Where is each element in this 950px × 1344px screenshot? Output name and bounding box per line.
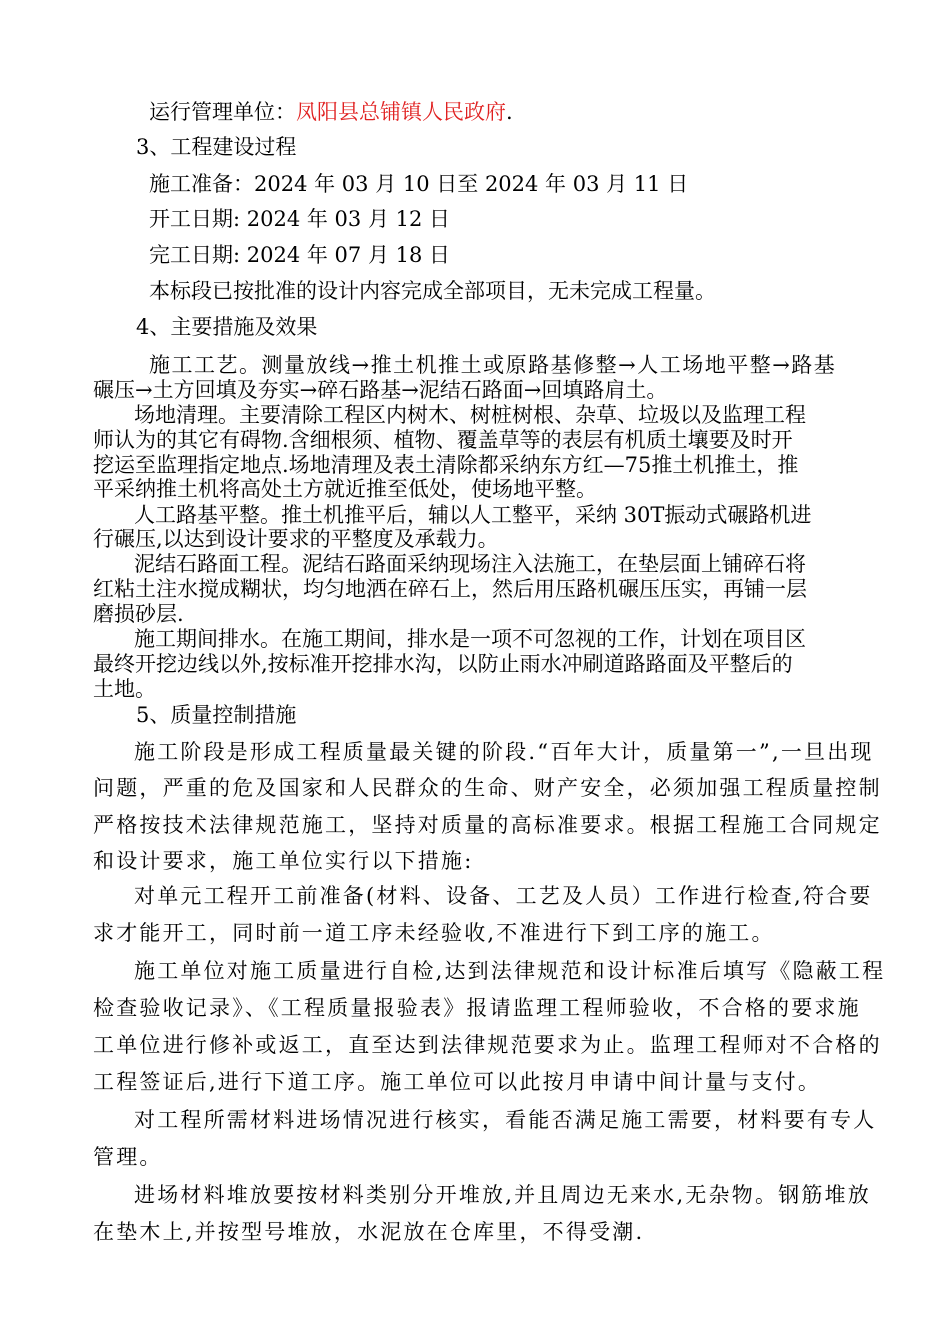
paragraph-line: 对工程所需材料进场情况进行核实，看能否满足施工需要，材料要有专人	[134, 1108, 877, 1132]
paragraph-line: 施工期间排水。在施工期间，排水是一项不可忽视的工作，计划在项目区	[134, 627, 806, 651]
paragraph-line: 施工单位对施工质量进行自检,达到法律规范和设计标准后填写《隐蔽工程	[134, 959, 886, 983]
completion-note: 本标段已按批准的设计内容完成全部项目，无未完成工程量。	[149, 279, 716, 303]
paragraph-line: 检查验收记录》、《工程质量报验表》报请监理工程师验收，不合格的要求施	[93, 996, 861, 1020]
operating-unit-label: 运行管理单位：	[149, 100, 296, 124]
paragraph-line: 人工路基平整。推土机推平后，辅以人工整平，采纳 30T振动式碾路机进	[134, 503, 812, 527]
construction-prep-line: 施工准备：2024 年 03 月 10 日至 2024 年 03 月 11 日	[149, 172, 689, 196]
paragraph-line: 师认为的其它有碍物.含细根须、植物、覆盖草等的表层有机质土壤要及时开	[93, 428, 793, 452]
paragraph-line: 磨损砂层.	[93, 602, 184, 626]
paragraph-line: 行碾压,以达到设计要求的平整度及承载力。	[93, 527, 499, 551]
paragraph-line: 最终开挖边线以外,按标准开挖排水沟，以防止雨水冲刷道路路面及平整后的	[93, 652, 793, 676]
finish-date-line: 完工日期: 2024 年 07 月 18 日	[149, 243, 451, 267]
paragraph-line: 施工阶段是形成工程质量最关键的阶段.“百年大计，质量第一”,一旦出现	[134, 740, 874, 764]
operating-unit-line	[149, 97, 513, 127]
paragraph-line: 土地。	[93, 677, 156, 701]
operating-unit-value: 凤阳县总铺镇人民政府	[296, 100, 506, 124]
paragraph-line: 碾压→土方回填及夯实→碎石路基→泥结石路面→回填路肩土。	[93, 378, 668, 402]
operating-unit-tail: .	[506, 100, 513, 124]
paragraph-line: 问题，严重的危及国家和人民群众的生命、财产安全，必须加强工程质量控制	[93, 776, 882, 800]
paragraph-line: 和设计要求，施工单位实行以下措施:	[93, 849, 474, 873]
paragraph-line: 工程签证后,进行下道工序。施工单位可以此按月申请中间计量与支付。	[93, 1070, 822, 1094]
paragraph-line: 求才能开工，同时前一道工序未经验收,不准进行下到工序的施工。	[93, 921, 775, 945]
start-date-line: 开工日期: 2024 年 03 月 12 日	[149, 207, 451, 231]
paragraph-line: 管理。	[93, 1145, 163, 1169]
paragraph-line: 进场材料堆放要按材料类别分开堆放,并且周边无来水,无杂物。钢筋堆放	[134, 1183, 871, 1207]
section-4-heading: 4、主要措施及效果	[136, 315, 318, 339]
paragraph-line: 红粘土注水搅成糊状，均匀地洒在碎石上，然后用压路机碾压压实，再铺一层	[93, 577, 807, 601]
paragraph-line: 泥结石路面工程。泥结石路面采纳现场注入法施工，在垫层面上铺碎石将	[134, 552, 806, 576]
paragraph-line: 在垫木上,并按型号堆放，水泥放在仓库里，不得受潮.	[93, 1220, 645, 1244]
paragraph-line: 场地清理。主要清除工程区内树木、树桩树根、杂草、垃圾以及监理工程	[134, 403, 806, 427]
section-3-heading: 3、工程建设过程	[136, 135, 297, 159]
paragraph-line: 挖运至监理指定地点.场地清理及表土清除都采纳东方红—75推土机推土，推	[93, 453, 799, 477]
paragraph-line: 平采纳推土机将高处土方就近推至低处，使场地平整。	[93, 477, 597, 501]
paragraph-line: 施工工艺。测量放线→推土机推土或原路基修整→人工场地平整→路基	[149, 353, 837, 377]
paragraph-line: 严格按技术法律规范施工，坚持对质量的高标准要求。根据工程施工合同规定	[93, 813, 882, 837]
section-5-heading: 5、质量控制措施	[136, 703, 297, 727]
paragraph-line: 对单元工程开工前准备(材料、设备、工艺及人员）工作进行检查,符合要	[134, 884, 873, 908]
paragraph-line: 工单位进行修补或返工，直至达到法律规范要求为止。监理工程师对不合格的	[93, 1033, 882, 1057]
